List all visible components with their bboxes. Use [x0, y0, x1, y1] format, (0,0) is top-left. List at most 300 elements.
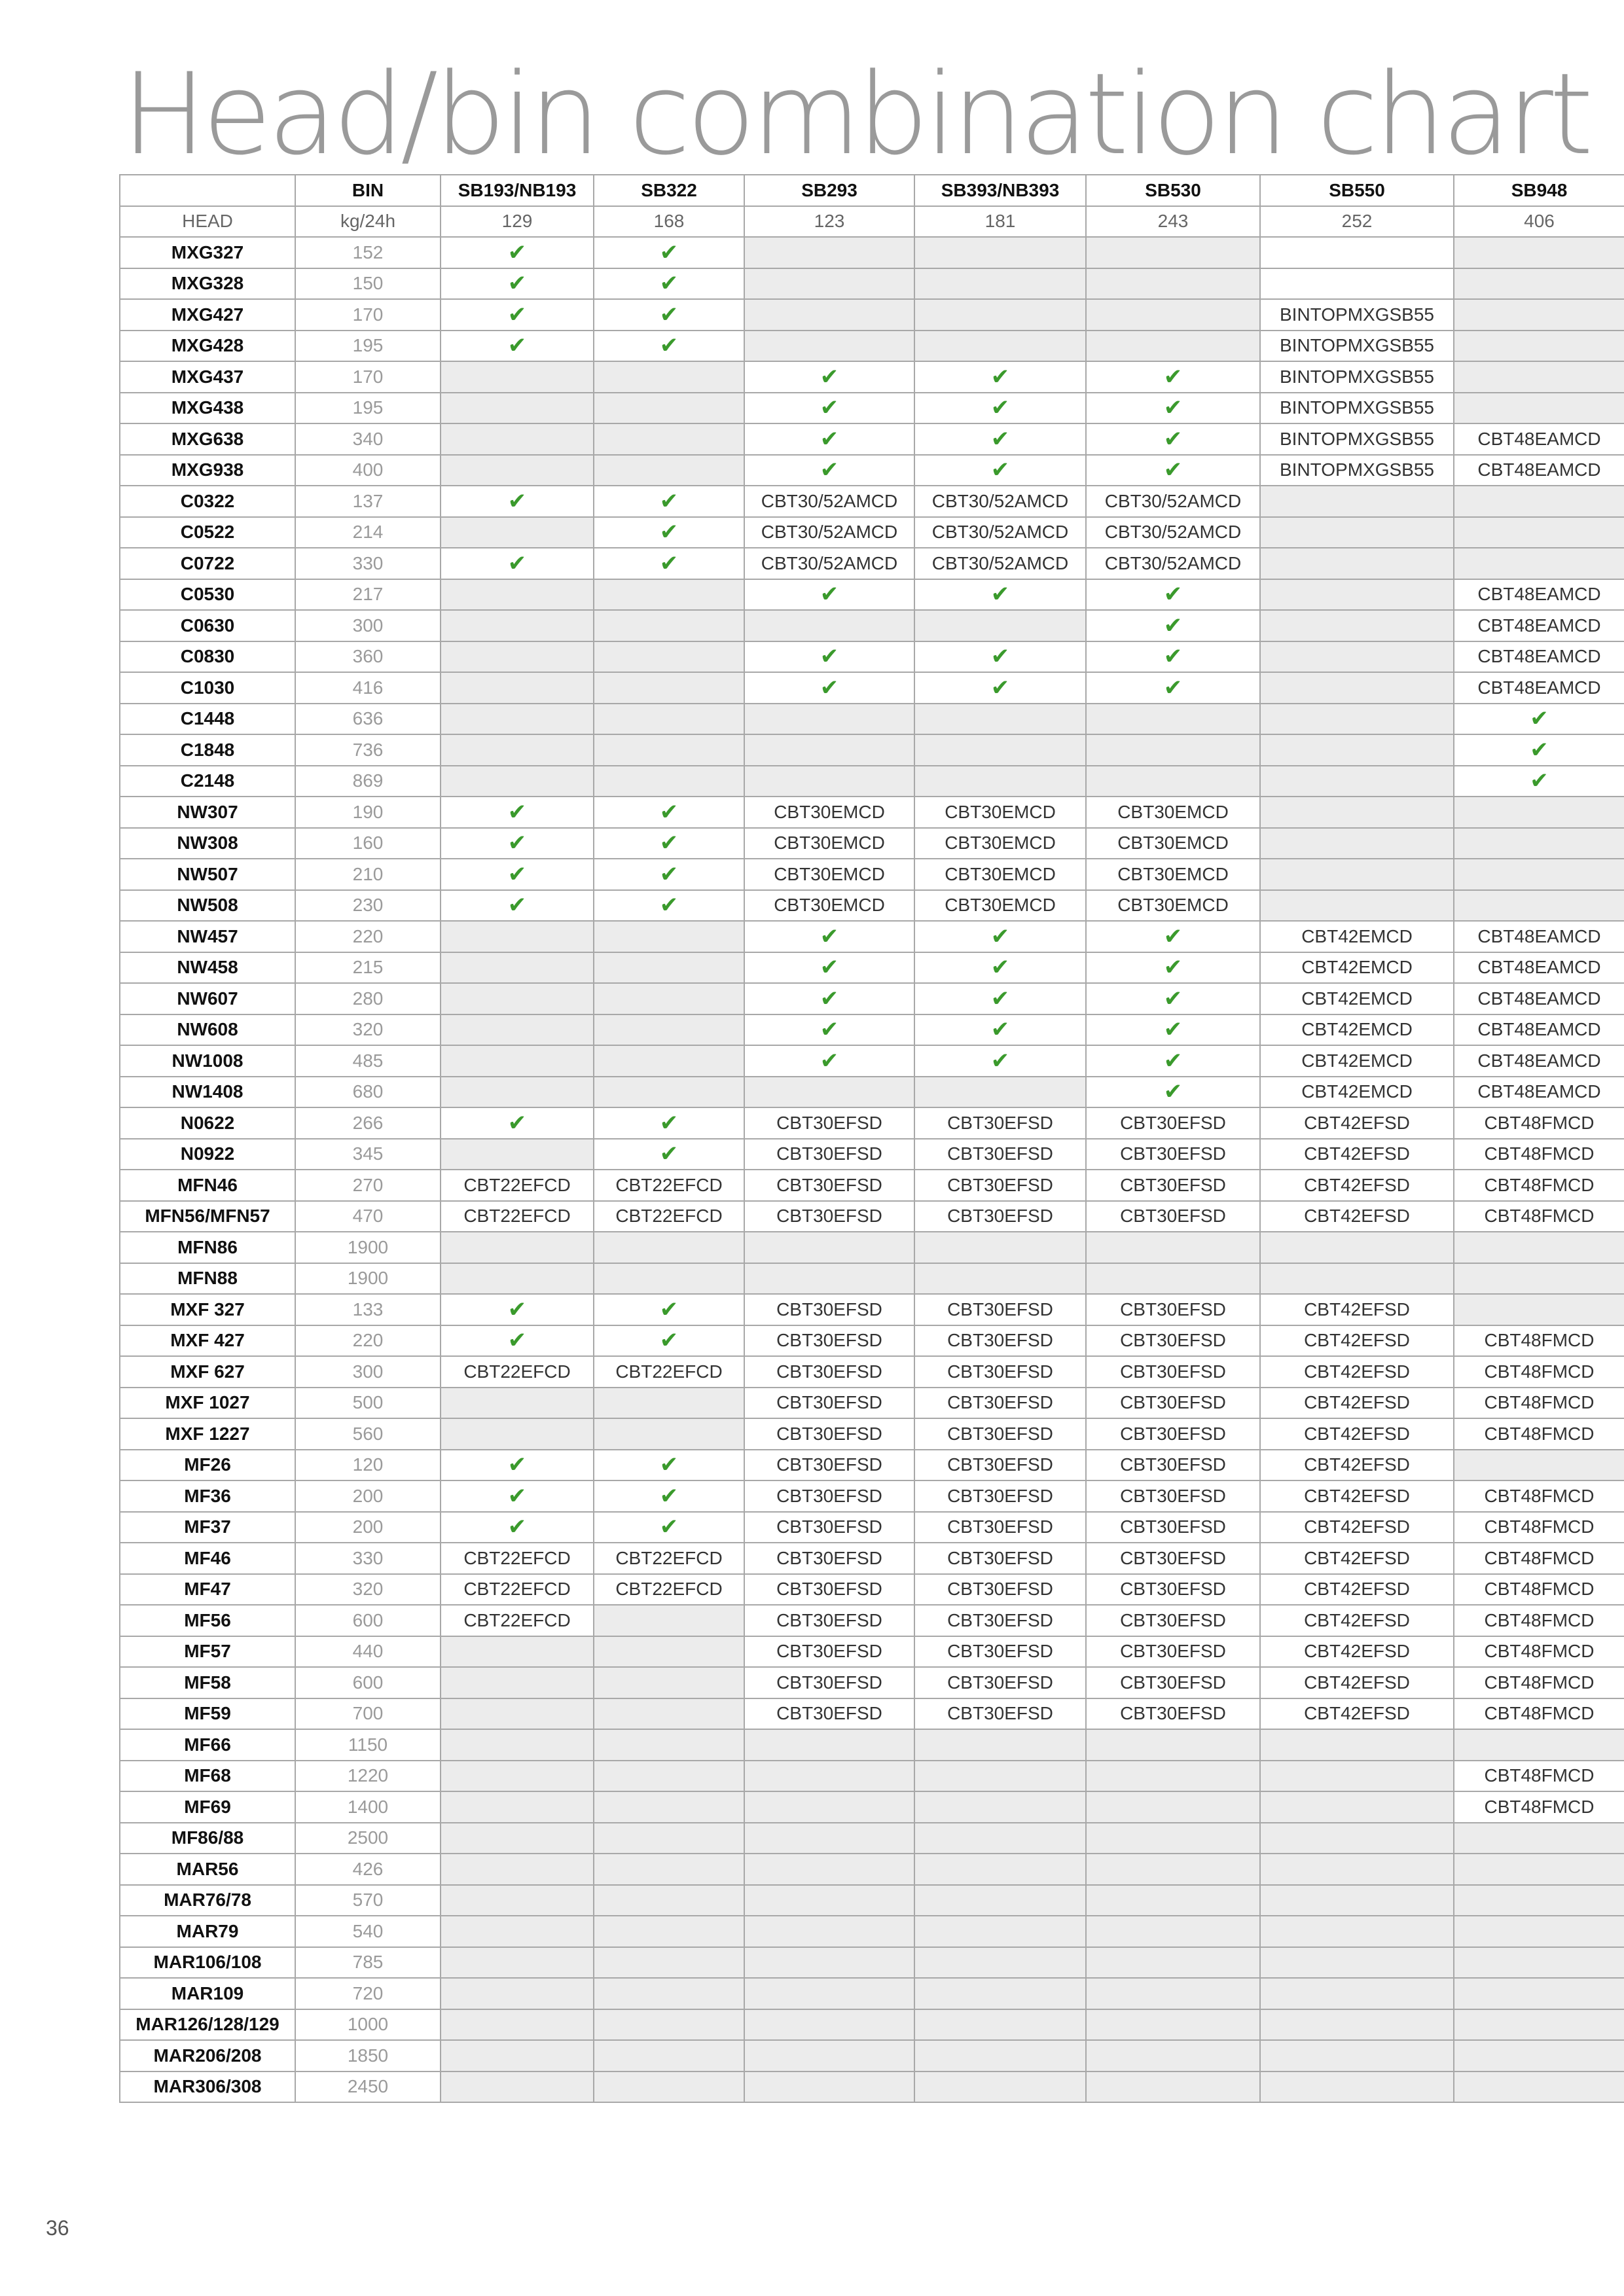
not-applicable-cell — [594, 361, 744, 393]
adapter-kit-cell: CBT30EFSD — [914, 1418, 1086, 1450]
adapter-kit-cell: CBT48EAMCD — [1454, 1077, 1624, 1108]
adapter-kit-cell: CBT22EFCD — [594, 1356, 744, 1388]
head-model-cell: MXF 1227 — [120, 1418, 295, 1450]
adapter-kit-cell: CBT30EFSD — [744, 1574, 914, 1605]
not-applicable-cell — [594, 579, 744, 611]
not-applicable-cell — [744, 1232, 914, 1263]
table-row — [120, 2072, 1624, 2103]
head-model-cell: MF58 — [120, 1667, 295, 1698]
head-capacity-cell: 195 — [295, 393, 441, 424]
adapter-kit-cell: CBT48FMCD — [1454, 1698, 1624, 1730]
not-applicable-cell — [594, 1791, 744, 1823]
table-row — [120, 1667, 1624, 1698]
head-model-cell: MF56 — [120, 1605, 295, 1636]
head-capacity-cell: 330 — [295, 1543, 441, 1574]
not-applicable-cell — [744, 1761, 914, 1792]
head-capacity-cell: 1900 — [295, 1263, 441, 1295]
head-model-cell: MXF 427 — [120, 1325, 295, 1357]
adapter-kit-cell: CBT22EFCD — [441, 1574, 594, 1605]
compatible-check-icon: ✔ — [594, 1480, 744, 1512]
bin-capacity: 168 — [594, 206, 744, 238]
column-header: SB530 — [1086, 175, 1260, 206]
adapter-kit-cell: CBT42EFSD — [1260, 1636, 1454, 1668]
adapter-kit-cell: CBT42EFSD — [1260, 1325, 1454, 1357]
compatible-check-icon: ✔ — [594, 1139, 744, 1170]
not-applicable-cell — [594, 423, 744, 455]
head-model-cell: NW1008 — [120, 1045, 295, 1077]
adapter-kit-cell: CBT30EFSD — [1086, 1107, 1260, 1139]
table-row — [120, 1543, 1624, 1574]
column-header: SB293 — [744, 175, 914, 206]
adapter-kit-cell: CBT48EAMCD — [1454, 610, 1624, 641]
table-row — [120, 1761, 1624, 1792]
not-applicable-cell — [1260, 641, 1454, 673]
not-applicable-cell — [594, 1698, 744, 1730]
adapter-kit-cell: CBT30EFSD — [1086, 1512, 1260, 1543]
not-applicable-cell — [1086, 1761, 1260, 1792]
compatible-check-icon: ✔ — [1086, 1045, 1260, 1077]
compatible-check-icon: ✔ — [594, 548, 744, 579]
head-model-cell: N0622 — [120, 1107, 295, 1139]
not-applicable-cell — [744, 1823, 914, 1854]
capacity-header-row — [120, 206, 1624, 238]
not-applicable-cell — [1260, 486, 1454, 517]
compatible-check-icon: ✔ — [1086, 361, 1260, 393]
head-capacity-cell: 600 — [295, 1667, 441, 1698]
adapter-kit-cell: CBT48EAMCD — [1454, 641, 1624, 673]
head-capacity-cell: 1850 — [295, 2040, 441, 2072]
adapter-kit-cell: CBT30EFSD — [1086, 1667, 1260, 1698]
adapter-kit-cell: CBT22EFCD — [441, 1543, 594, 1574]
not-applicable-cell — [594, 2040, 744, 2072]
adapter-kit-cell: CBT42EMCD — [1260, 1045, 1454, 1077]
not-applicable-cell — [1086, 734, 1260, 766]
adapter-kit-cell: CBT22EFCD — [594, 1170, 744, 1201]
compatible-check-icon: ✔ — [441, 299, 594, 331]
compatible-check-icon: ✔ — [914, 921, 1086, 952]
adapter-kit-cell: CBT30EFSD — [914, 1201, 1086, 1232]
unit-label: kg/24h — [295, 206, 441, 238]
head-model-cell: MXG638 — [120, 423, 295, 455]
head-capacity-cell: 120 — [295, 1450, 441, 1481]
adapter-kit-cell: CBT30EFSD — [1086, 1170, 1260, 1201]
not-applicable-cell — [1086, 2009, 1260, 2041]
adapter-kit-cell: CBT48FMCD — [1454, 1512, 1624, 1543]
not-applicable-cell — [1454, 1450, 1624, 1481]
head-capacity-cell: 1900 — [295, 1232, 441, 1263]
not-applicable-cell — [594, 2009, 744, 2041]
not-applicable-cell — [1454, 859, 1624, 890]
not-applicable-cell — [744, 704, 914, 735]
adapter-kit-cell: CBT42EFSD — [1260, 1356, 1454, 1388]
compatible-check-icon: ✔ — [594, 517, 744, 548]
head-model-cell: C0522 — [120, 517, 295, 548]
adapter-kit-cell: CBT30EFSD — [914, 1543, 1086, 1574]
not-applicable-cell — [914, 2040, 1086, 2072]
adapter-kit-cell: CBT30EMCD — [914, 797, 1086, 828]
not-applicable-cell — [914, 1854, 1086, 1885]
not-applicable-cell — [1260, 1729, 1454, 1761]
adapter-kit-cell: CBT30EFSD — [914, 1512, 1086, 1543]
table-row — [120, 1916, 1624, 1947]
adapter-kit-cell: CBT22EFCD — [441, 1605, 594, 1636]
adapter-kit-cell: CBT42EFSD — [1260, 1512, 1454, 1543]
adapter-kit-cell: CBT30EFSD — [1086, 1450, 1260, 1481]
column-header: SB322 — [594, 175, 744, 206]
not-applicable-cell — [441, 1139, 594, 1170]
head-model-cell: MF57 — [120, 1636, 295, 1668]
not-applicable-cell — [1086, 1729, 1260, 1761]
not-applicable-cell — [441, 610, 594, 641]
head-model-cell: MXG438 — [120, 393, 295, 424]
compatible-check-icon: ✔ — [594, 331, 744, 362]
not-applicable-cell — [1260, 610, 1454, 641]
head-capacity-cell: 700 — [295, 1698, 441, 1730]
compatible-check-icon: ✔ — [1086, 952, 1260, 984]
not-applicable-cell — [744, 1885, 914, 1916]
head-capacity-cell: 600 — [295, 1605, 441, 1636]
adapter-kit-cell: CBT30EFSD — [914, 1139, 1086, 1170]
not-applicable-cell — [914, 1947, 1086, 1979]
table-row — [120, 1014, 1624, 1046]
not-applicable-cell — [1086, 1823, 1260, 1854]
not-applicable-cell — [1454, 517, 1624, 548]
adapter-kit-cell: CBT42EFSD — [1260, 1170, 1454, 1201]
not-applicable-cell — [441, 1388, 594, 1419]
not-applicable-cell — [1260, 859, 1454, 890]
head-capacity-cell: 220 — [295, 921, 441, 952]
table-row — [120, 1978, 1624, 2009]
adapter-kit-cell: CBT30/52AMCD — [1086, 517, 1260, 548]
head-model-cell: NW457 — [120, 921, 295, 952]
head-model-cell: C0530 — [120, 579, 295, 611]
not-applicable-cell — [1454, 828, 1624, 859]
adapter-kit-cell: BINTOPMXGSB55 — [1260, 331, 1454, 362]
not-applicable-cell — [1260, 766, 1454, 797]
not-applicable-cell — [594, 1729, 744, 1761]
head-model-cell: NW508 — [120, 890, 295, 922]
table-row — [120, 1045, 1624, 1077]
not-applicable-cell — [1260, 734, 1454, 766]
head-model-cell: MAR106/108 — [120, 1947, 295, 1979]
compatible-check-icon: ✔ — [441, 237, 594, 268]
head-model-cell: MXF 327 — [120, 1294, 295, 1325]
table-row — [120, 2009, 1624, 2041]
page-title: Head/bin combination chart — [122, 48, 1590, 180]
head-model-cell: MXG428 — [120, 331, 295, 362]
not-applicable-cell — [1086, 1978, 1260, 2009]
compatible-check-icon: ✔ — [441, 548, 594, 579]
adapter-kit-cell: CBT42EFSD — [1260, 1667, 1454, 1698]
compatible-check-icon: ✔ — [441, 797, 594, 828]
not-applicable-cell — [1086, 1232, 1260, 1263]
adapter-kit-cell: CBT30EFSD — [744, 1107, 914, 1139]
not-applicable-cell — [441, 455, 594, 486]
not-applicable-cell — [914, 237, 1086, 268]
not-applicable-cell — [1086, 299, 1260, 331]
not-applicable-cell — [744, 1791, 914, 1823]
not-applicable-cell — [1086, 2072, 1260, 2103]
table-row — [120, 859, 1624, 890]
adapter-kit-cell: CBT30EFSD — [744, 1605, 914, 1636]
compatible-check-icon: ✔ — [744, 361, 914, 393]
head-capacity-cell: 300 — [295, 610, 441, 641]
head-model-cell: MF26 — [120, 1450, 295, 1481]
table-row — [120, 890, 1624, 922]
head-capacity-cell: 200 — [295, 1512, 441, 1543]
adapter-kit-cell: CBT30EMCD — [744, 828, 914, 859]
head-capacity-cell: 485 — [295, 1045, 441, 1077]
not-applicable-cell — [1260, 2040, 1454, 2072]
adapter-kit-cell: CBT48FMCD — [1454, 1201, 1624, 1232]
compatible-check-icon: ✔ — [914, 641, 1086, 673]
column-header: SB948 — [1454, 175, 1624, 206]
not-applicable-cell — [744, 1947, 914, 1979]
adapter-kit-cell: CBT30/52AMCD — [914, 486, 1086, 517]
adapter-kit-cell: CBT42EFSD — [1260, 1574, 1454, 1605]
not-applicable-cell — [914, 1978, 1086, 2009]
head-capacity-cell: 133 — [295, 1294, 441, 1325]
not-applicable-cell — [1260, 1791, 1454, 1823]
not-applicable-cell — [1260, 1916, 1454, 1947]
not-applicable-cell — [441, 1885, 594, 1916]
head-model-cell: MF37 — [120, 1512, 295, 1543]
not-applicable-cell — [594, 393, 744, 424]
not-applicable-cell — [594, 1885, 744, 1916]
adapter-kit-cell: CBT30EFSD — [744, 1356, 914, 1388]
not-applicable-cell — [914, 1263, 1086, 1295]
not-applicable-cell — [441, 1418, 594, 1450]
not-applicable-cell — [914, 1077, 1086, 1108]
head-model-cell: MAR79 — [120, 1916, 295, 1947]
head-model-cell: MFN56/MFN57 — [120, 1201, 295, 1232]
bin-capacity: 129 — [441, 206, 594, 238]
adapter-kit-cell: CBT48FMCD — [1454, 1667, 1624, 1698]
compatible-check-icon: ✔ — [1086, 610, 1260, 641]
head-model-cell: MXG938 — [120, 455, 295, 486]
adapter-kit-cell: CBT30/52AMCD — [744, 517, 914, 548]
head-model-cell: MF36 — [120, 1480, 295, 1512]
adapter-kit-cell: CBT48EAMCD — [1454, 921, 1624, 952]
adapter-kit-cell: CBT30EMCD — [914, 828, 1086, 859]
not-applicable-cell — [1260, 2072, 1454, 2103]
adapter-kit-cell: CBT30EFSD — [744, 1512, 914, 1543]
adapter-kit-cell: CBT48FMCD — [1454, 1107, 1624, 1139]
not-applicable-cell — [1260, 797, 1454, 828]
adapter-kit-cell: CBT30EFSD — [914, 1574, 1086, 1605]
adapter-kit-cell: CBT30EFSD — [1086, 1201, 1260, 1232]
not-applicable-cell — [1086, 331, 1260, 362]
compatible-check-icon: ✔ — [914, 579, 1086, 611]
not-applicable-cell — [744, 2009, 914, 2041]
adapter-kit-cell: CBT30/52AMCD — [1086, 548, 1260, 579]
not-applicable-cell — [441, 579, 594, 611]
adapter-kit-cell: CBT48FMCD — [1454, 1543, 1624, 1574]
compatible-check-icon: ✔ — [594, 1294, 744, 1325]
head-model-cell: C1448 — [120, 704, 295, 735]
head-capacity-cell: 416 — [295, 672, 441, 704]
head-model-cell: MXF 1027 — [120, 1388, 295, 1419]
adapter-kit-cell: CBT42EFSD — [1260, 1480, 1454, 1512]
table-row — [120, 1077, 1624, 1108]
not-applicable-cell — [1260, 672, 1454, 704]
compatible-check-icon: ✔ — [441, 1325, 594, 1357]
adapter-kit-cell: CBT42EFSD — [1260, 1698, 1454, 1730]
not-applicable-cell — [594, 1667, 744, 1698]
not-applicable-cell — [914, 610, 1086, 641]
compatible-check-icon: ✔ — [914, 1014, 1086, 1046]
table-row — [120, 1139, 1624, 1170]
not-applicable-cell — [1454, 1263, 1624, 1295]
table-row — [120, 1107, 1624, 1139]
adapter-kit-cell: BINTOPMXGSB55 — [1260, 393, 1454, 424]
not-applicable-cell — [594, 952, 744, 984]
adapter-kit-cell: CBT30EFSD — [1086, 1418, 1260, 1450]
table-body — [120, 175, 1624, 2102]
head-model-cell: NW458 — [120, 952, 295, 984]
table-row — [120, 641, 1624, 673]
empty-cell — [1260, 268, 1454, 300]
table-row — [120, 1574, 1624, 1605]
not-applicable-cell — [1086, 268, 1260, 300]
not-applicable-cell — [1260, 1232, 1454, 1263]
head-model-cell: MAR56 — [120, 1854, 295, 1885]
adapter-kit-cell: CBT30EMCD — [1086, 797, 1260, 828]
adapter-kit-cell: CBT30EFSD — [744, 1698, 914, 1730]
not-applicable-cell — [744, 1978, 914, 2009]
compatible-check-icon: ✔ — [1454, 766, 1624, 797]
compatible-check-icon: ✔ — [441, 890, 594, 922]
table-row — [120, 952, 1624, 984]
not-applicable-cell — [914, 1232, 1086, 1263]
not-applicable-cell — [1454, 1916, 1624, 1947]
not-applicable-cell — [594, 1636, 744, 1668]
table-row — [120, 548, 1624, 579]
adapter-kit-cell: CBT48EAMCD — [1454, 1045, 1624, 1077]
not-applicable-cell — [441, 983, 594, 1014]
not-applicable-cell — [1454, 890, 1624, 922]
table-row — [120, 1170, 1624, 1201]
compatible-check-icon: ✔ — [594, 1450, 744, 1481]
compatible-check-icon: ✔ — [744, 1045, 914, 1077]
not-applicable-cell — [594, 1761, 744, 1792]
adapter-kit-cell: CBT48EAMCD — [1454, 672, 1624, 704]
not-applicable-cell — [594, 921, 744, 952]
head-model-cell: NW607 — [120, 983, 295, 1014]
head-capacity-cell: 270 — [295, 1170, 441, 1201]
not-applicable-cell — [914, 1916, 1086, 1947]
adapter-kit-cell: CBT30EFSD — [1086, 1636, 1260, 1668]
adapter-kit-cell: CBT48EAMCD — [1454, 952, 1624, 984]
not-applicable-cell — [441, 1045, 594, 1077]
head-model-cell: NW307 — [120, 797, 295, 828]
not-applicable-cell — [1260, 1885, 1454, 1916]
not-applicable-cell — [1260, 2009, 1454, 2041]
compatible-check-icon: ✔ — [744, 921, 914, 952]
table-row — [120, 331, 1624, 362]
head-model-cell: MXG437 — [120, 361, 295, 393]
not-applicable-cell — [1260, 890, 1454, 922]
head-model-cell: C0722 — [120, 548, 295, 579]
not-applicable-cell — [441, 1947, 594, 1979]
adapter-kit-cell: CBT30EFSD — [744, 1480, 914, 1512]
head-model-cell: MFN46 — [120, 1170, 295, 1201]
not-applicable-cell — [594, 1823, 744, 1854]
not-applicable-cell — [744, 734, 914, 766]
compatible-check-icon: ✔ — [744, 641, 914, 673]
head-capacity-cell: 500 — [295, 1388, 441, 1419]
not-applicable-cell — [441, 393, 594, 424]
head-capacity-cell: 340 — [295, 423, 441, 455]
not-applicable-cell — [1260, 1854, 1454, 1885]
not-applicable-cell — [441, 1014, 594, 1046]
adapter-kit-cell: CBT30EMCD — [914, 859, 1086, 890]
head-capacity-cell: 200 — [295, 1480, 441, 1512]
table-row — [120, 1698, 1624, 1730]
head-model-cell: MXG327 — [120, 237, 295, 268]
head-model-cell: MAR126/128/129 — [120, 2009, 295, 2041]
compatible-check-icon: ✔ — [594, 237, 744, 268]
table-row — [120, 766, 1624, 797]
not-applicable-cell — [914, 331, 1086, 362]
adapter-kit-cell: CBT42EFSD — [1260, 1139, 1454, 1170]
head-model-cell: NW1408 — [120, 1077, 295, 1108]
adapter-kit-cell: CBT42EFSD — [1260, 1418, 1454, 1450]
compatible-check-icon: ✔ — [744, 1014, 914, 1046]
head-capacity-cell: 570 — [295, 1885, 441, 1916]
head-model-cell: C2148 — [120, 766, 295, 797]
column-header: SB393/NB393 — [914, 175, 1086, 206]
adapter-kit-cell: CBT42EMCD — [1260, 1014, 1454, 1046]
not-applicable-cell — [1454, 2040, 1624, 2072]
adapter-kit-cell: CBT22EFCD — [441, 1170, 594, 1201]
not-applicable-cell — [594, 1014, 744, 1046]
table-row — [120, 1325, 1624, 1357]
table-row — [120, 1885, 1624, 1916]
table-row — [120, 1947, 1624, 1979]
column-header-row — [120, 175, 1624, 206]
compatible-check-icon: ✔ — [441, 1294, 594, 1325]
not-applicable-cell — [594, 1045, 744, 1077]
adapter-kit-cell: CBT30EFSD — [1086, 1698, 1260, 1730]
head-capacity-cell: 360 — [295, 641, 441, 673]
not-applicable-cell — [594, 1916, 744, 1947]
bin-capacity: 252 — [1260, 206, 1454, 238]
not-applicable-cell — [744, 610, 914, 641]
not-applicable-cell — [441, 1263, 594, 1295]
head-capacity-cell: 230 — [295, 890, 441, 922]
compatible-check-icon: ✔ — [1086, 579, 1260, 611]
not-applicable-cell — [594, 672, 744, 704]
not-applicable-cell — [1454, 331, 1624, 362]
not-applicable-cell — [441, 2040, 594, 2072]
adapter-kit-cell: CBT30EFSD — [914, 1480, 1086, 1512]
not-applicable-cell — [441, 1636, 594, 1668]
compatible-check-icon: ✔ — [1454, 704, 1624, 735]
head-capacity-cell: 280 — [295, 983, 441, 1014]
not-applicable-cell — [594, 1605, 744, 1636]
adapter-kit-cell: CBT30EMCD — [744, 890, 914, 922]
table-row — [120, 921, 1624, 952]
adapter-kit-cell: BINTOPMXGSB55 — [1260, 299, 1454, 331]
adapter-kit-cell: CBT42EMCD — [1260, 1077, 1454, 1108]
adapter-kit-cell: CBT30EFSD — [744, 1294, 914, 1325]
adapter-kit-cell: CBT22EFCD — [594, 1543, 744, 1574]
adapter-kit-cell: CBT30EFSD — [1086, 1388, 1260, 1419]
adapter-kit-cell: CBT30EFSD — [1086, 1325, 1260, 1357]
compatible-check-icon: ✔ — [744, 952, 914, 984]
adapter-kit-cell: CBT30EFSD — [914, 1356, 1086, 1388]
